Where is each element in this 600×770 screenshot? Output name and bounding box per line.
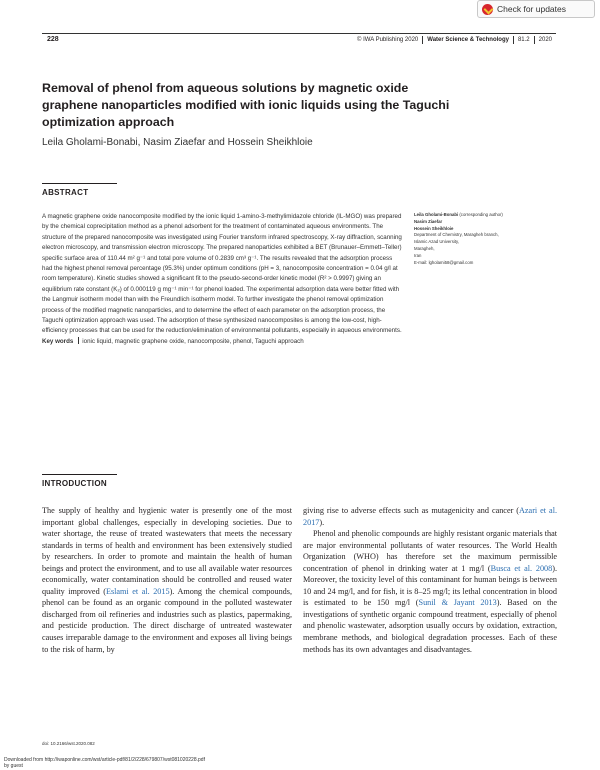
header-rule (42, 33, 556, 34)
affiliation-block (414, 212, 564, 266)
check-for-updates-button[interactable] (477, 0, 595, 18)
intro-paragraph (42, 505, 292, 655)
intro-text: giving rise to adverse effects such as mutagenicity and cancer ( (303, 506, 520, 515)
citation-link[interactable]: Eslami et al. 2015 (105, 586, 170, 596)
intro-text: Phenol and phenolic compounds are highly resistant organic materials that are major environmental pollutants of water resources. The World Health Organization (WHO) has therefore set the maximum permissible concentration of phenol in drinking water at 1 mg/l ( (303, 529, 557, 573)
doi: doi: 10.2166/wst.2020.082 (42, 741, 95, 746)
intro-text: ). (319, 517, 325, 527)
citation-link[interactable]: Busca et al. 2008 (490, 563, 553, 573)
intro-column-2 (303, 505, 557, 655)
affil-city: Maragheh, (414, 245, 435, 251)
citation-link[interactable]: Sunil & Jayant 2013 (418, 598, 497, 608)
download-line: Downloaded from http://iwaponline.com/wst/article-pdf/81/2/228/679807/wst081020228.pdf (4, 757, 205, 763)
intro-paragraph (303, 505, 557, 528)
intro-rule (42, 474, 117, 475)
keywords-label: Key words (42, 337, 74, 345)
abstract-text: A magnetic graphene oxide nanocomposite modified by the ionic liquid 1-amino-3-methylimidazole chloride (IL-MGO) was prepared by the chemical coprecipitation method as a phenol adsorbent for the treatment of contaminated aqueous environments. The structure of the prepared nanocomposite was investigated using Fourier transform infrared spectroscopy, X-ray diffraction, scanning electron microscopy, and transmission electron microscopy. The prepared nanoparticles exhibited a BET (Brunauer–Emmett–Teller) specific surface area of 110.44 m² g⁻¹ and total pore volume of 0.2839 cm³ g⁻¹. The results revealed that the adsorption process had the highest phenol removal percentage (95.3%) under optimum conditions (pH = 3, nanocomposite concentration = 0.04 g/l at room temperature). Kinetic studies showed a significant fit to the pseudo-second-order kinetic model (R² > 0.9997) giving an equilibrium rate constant (K₂) of 0.000119 g mg⁻¹ min⁻¹ for phenol loaded. The experimental adsorption data were better fitted with the Langmuir isotherm model than with the Freundlich isotherm model. To further investigate the phenol removal optimization process of the modified magnetic nanoparticles, and to determine the effect of each parameter on the adsorption process, the Taguchi optimization approach was used. The adsorption of these synthesized nanocomposites is among the low-cost, high-efficiency processes that can be used for the reduction/elimination of environmental pollutants, especially in aqueous environments. (42, 213, 402, 335)
citation-link[interactable]: Azari et al. 2017 (303, 506, 558, 527)
affil-department: Department of Chemistry, Maragheh branch, (414, 232, 499, 238)
author-list: Leila Gholami-Bonabi, Nasim Ziaefar and Hossein Sheikhloie (42, 137, 313, 148)
affil-university: Islamic Azad University, (414, 239, 460, 245)
year: 2020 (538, 37, 552, 43)
intro-text: ). Among the chemical compounds, phenol can be found as an organic compound in the polluted wastewater discharged from oil refineries and industries such as plastics, papermaking, and pesticide production. The direct discharge of untreated wastewater causes irreparable damage to the environment and exposes all living beings to the risk of harm, by (42, 586, 292, 654)
keywords-separator (78, 337, 79, 344)
check-updates-label: Check for updates (497, 4, 566, 14)
abstract-body (42, 212, 404, 347)
download-line: by guest (4, 762, 23, 769)
intro-text: The supply of healthy and hygienic water is presently one of the most important global challenges, especially in developing societies. Due to water shortage, the reuse of treated wastewaters that meets the necessary standards in terms of health and environment has been extensively studied by researchers. In order to promote and maintain the health of human beings and protect the environment, and to use all available water resources economically, water contamination should be controlled and reused water quality improved ( (42, 506, 292, 596)
affil-email[interactable]: E-mail: lgholami58@gmail.com (414, 259, 474, 265)
article-title: Removal of phenol from aqueous solutions by magnetic oxide graphene nanoparticles modified with ionic liquids using the Taguchi optimization approach (42, 81, 450, 129)
intro-heading: INTRODUCTION (42, 479, 107, 488)
keywords (42, 337, 404, 347)
keywords-list: ionic liquid, magnetic graphene oxide, nanocomposite, phenol, Taguchi approach (82, 337, 304, 345)
intro-text: ). Based on the investigations of synthetic organic compound treatment, especially of phenol and phenolic wastewater, adsorption usually occurs by oxidation, extraction, membrane methods, and biological degradation processes. Each of these methods has its own advantages and disadvantages. (303, 598, 557, 654)
volume: 81.2 (517, 37, 530, 43)
abstract-heading: ABSTRACT (42, 188, 89, 197)
download-notice (4, 758, 205, 769)
publisher: © IWA Publishing 2020 (357, 37, 419, 43)
corresponding-note: (corresponding author) (459, 212, 503, 217)
intro-paragraph (303, 528, 557, 655)
affil-author-3: Hossein Sheikhloie (414, 225, 454, 231)
abstract-rule (42, 183, 117, 184)
page-number: 228 (47, 36, 59, 43)
intro-column-1 (42, 505, 292, 655)
header-separator (422, 36, 423, 44)
journal-name: Water Science & Technology (427, 37, 509, 43)
running-header (357, 36, 552, 44)
check-updates-icon (482, 4, 493, 15)
header-separator (534, 36, 535, 44)
header-separator (513, 36, 514, 44)
affil-author-1: Leila Gholami-Bonabi (414, 212, 459, 217)
affil-author-2: Nasim Ziaefar (414, 218, 443, 224)
intro-text: ). Moreover, the toxicity level of this contaminant for human beings is between 10 and 24 mg/l, and for fish, it is 8–25 mg/l; its lethal concentration in blood is estimated to be 150 mg/l ( (303, 563, 558, 608)
affil-country: Iran (414, 252, 422, 258)
